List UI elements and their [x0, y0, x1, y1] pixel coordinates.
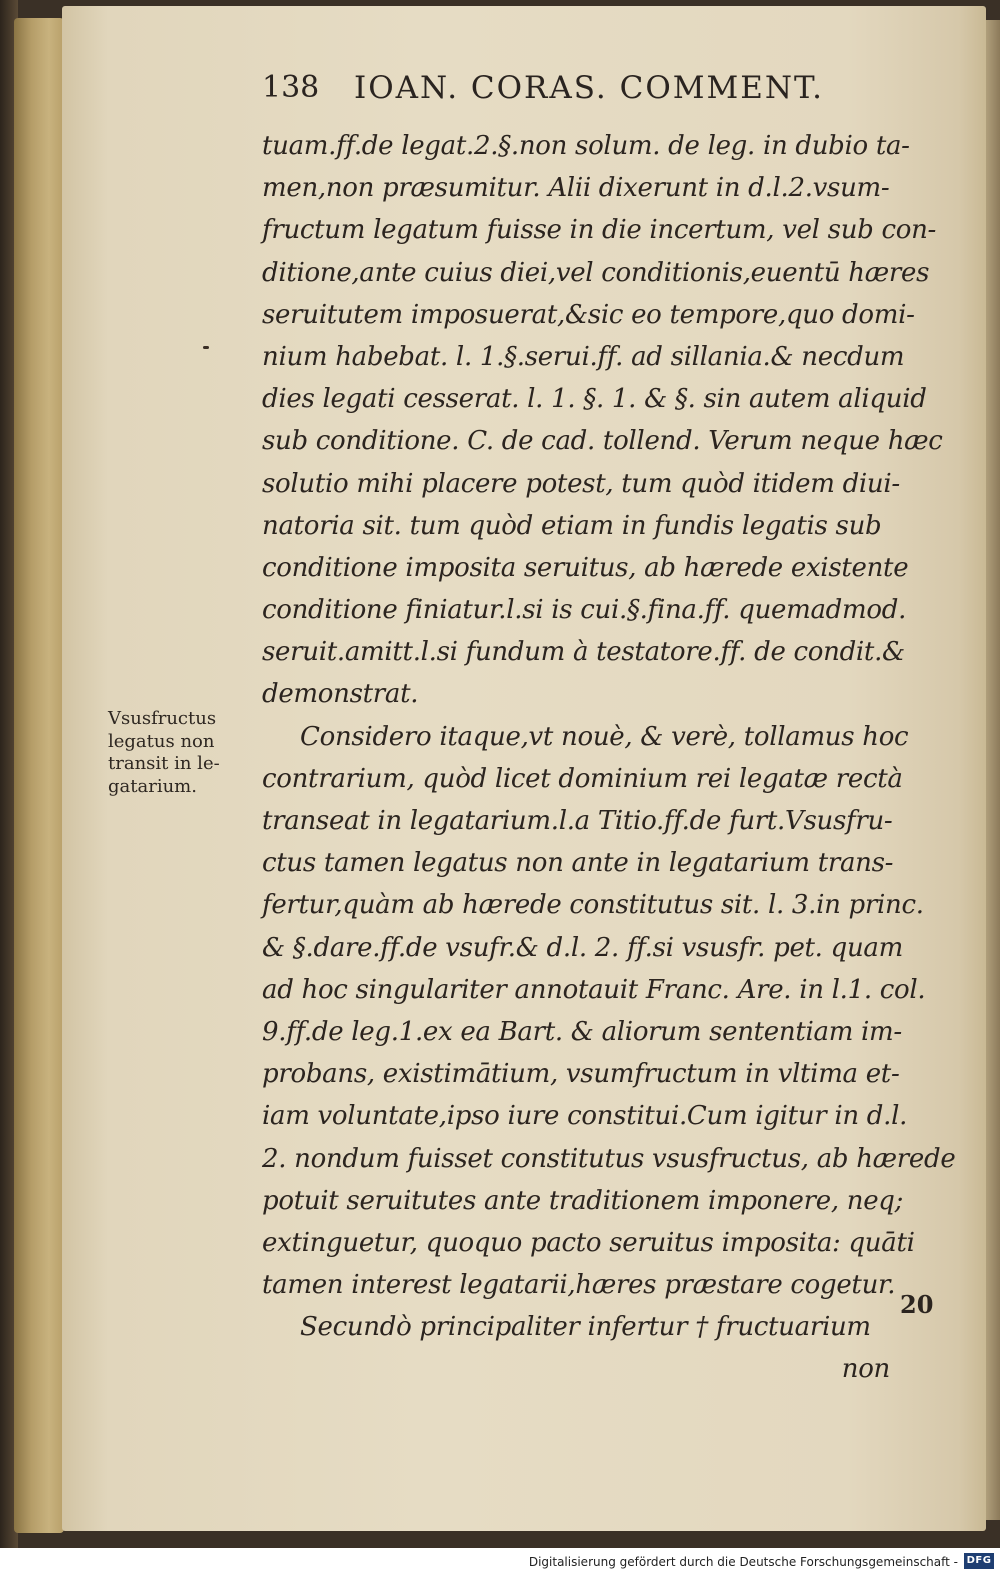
text-line: extinguetur, quoquo pacto seruitus imposita: quāti [262, 1227, 915, 1258]
text-line: tamen interest legatarii,hæres præstare cogetur. [262, 1270, 896, 1301]
text-line: nium habebat. l. 1.§.serui.ff. ad sillania.& necdum [262, 341, 905, 372]
text-line: men,non præsumitur. Alii dixerunt in d.l.2.vsum- [262, 173, 890, 204]
marginal-note-line: Vsusfructus [108, 708, 217, 729]
text-line: conditione imposita seruitus, ab hærede existente [262, 552, 909, 583]
digitization-footer [0, 1548, 1000, 1577]
text-line: sub conditione. C. de cad. tollend. Verum neque hæc [262, 426, 943, 457]
text-line: seruit.amitt.l.si fundum à testatore.ff. de condit.& [262, 637, 905, 668]
marginal-note-line: gatarium. [108, 775, 197, 797]
catchword: non [841, 1354, 890, 1385]
marginal-note-line: legatus non [108, 730, 215, 752]
text-line: demonstrat. [262, 679, 419, 710]
running-head: IOAN. CORAS. COMMENT. [354, 70, 824, 106]
text-line: tuam.ff.de legat.2.§.non solum. de leg. in dubio ta- [262, 131, 910, 161]
text-line-paragraph-start: Considero itaque,vt nouè, & verè, tollamus hoc [300, 721, 909, 752]
text-line: ctus tamen legatus non ante in legatarium trans- [262, 848, 894, 879]
funding-credit: Digitalisierung gefördert durch die Deutsche Forschungsgemeinschaft - [528, 1555, 958, 1569]
marginal-number: 20 [900, 1290, 934, 1319]
text-line: iam voluntate,ipso iure constitui.Cum igitur in d.l. [262, 1101, 908, 1132]
text-line: ad hoc singulariter annotauit Franc. Are. in l.1. col. [262, 974, 926, 1005]
text-line: seruitutem imposuerat,&sic eo tempore,quo domi- [262, 299, 915, 330]
text-line: transeat in legatarium.l.a Titio.ff.de furt.Vsusfru- [262, 806, 893, 836]
text-line: & §.dare.ff.de vsufr.& d.l. 2. ff.si vsusfr. pet. quam [262, 932, 903, 963]
marginal-note [108, 708, 258, 798]
page-header [262, 66, 822, 112]
text-line: fructum legatum fuisse in die incertum, vel sub con- [262, 215, 936, 246]
text-line: conditione finiatur.l.si is cui.§.fina.ff. quemadmod. [262, 595, 907, 626]
page-number: 138 [262, 70, 320, 105]
text-line-paragraph-start: Secundò principaliter infertur † fructuarium [300, 1312, 871, 1343]
text-line: solutio mihi placere potest, tum quòd itidem diui- [262, 468, 900, 499]
text-line: ditione,ante cuius diei,vel conditionis,euentū hæres [262, 257, 930, 288]
text-line: potuit seruitutes ante traditionem imponere, neq; [262, 1185, 904, 1216]
text-line: fertur,quàm ab hærede constitutus sit. l. 3.in princ. [262, 890, 924, 921]
dfg-logo-icon: DFG [964, 1553, 994, 1569]
text-line: 2. nondum fuisset constitutus vsusfructus, ab hærede [262, 1143, 956, 1174]
marginal-note-line: transit in le- [108, 753, 220, 774]
ink-speck [203, 346, 209, 349]
text-line: probans, existimātium, vsumfructum in vltima et- [262, 1059, 900, 1090]
text-line: contrarium, quòd licet dominium rei legatæ rectà [262, 763, 903, 794]
text-line: 9.ff.de leg.1.ex ea Bart. & aliorum sententiam im- [262, 1016, 902, 1047]
text-line: dies legati cesserat. l. 1. §. 1. & §. sin autem aliquid [262, 384, 927, 415]
text-line: natoria sit. tum quòd etiam in fundis legatis sub [262, 510, 882, 541]
book-gutter [14, 18, 64, 1533]
